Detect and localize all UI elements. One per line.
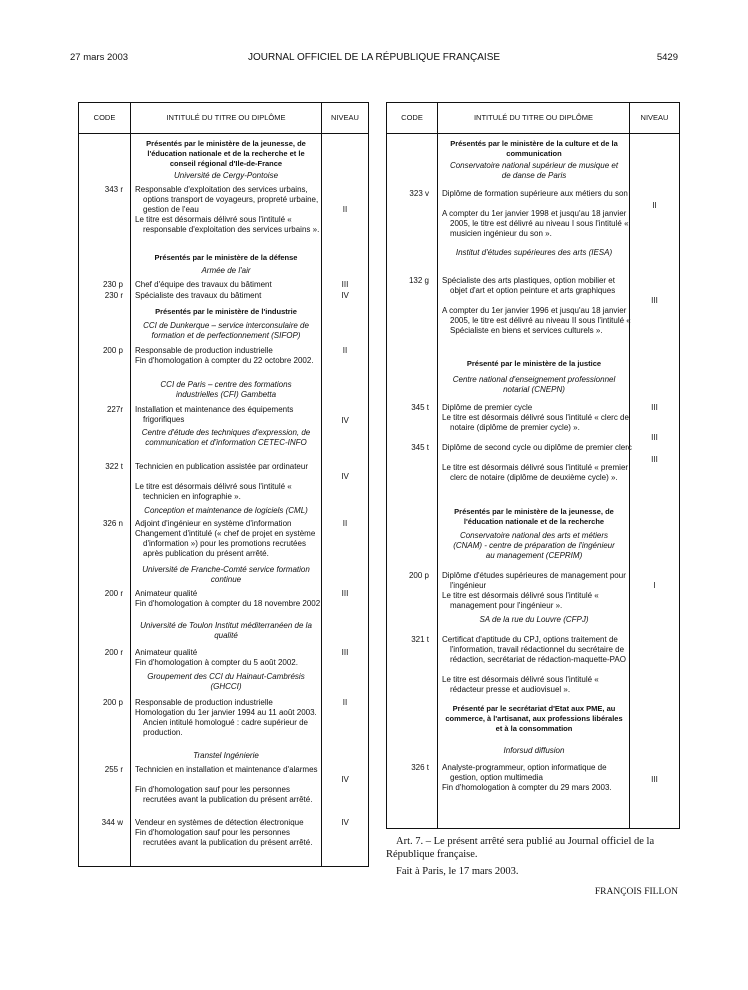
institution-name: Armée de l'air (201, 266, 251, 275)
diploma-title: Animateur qualité (135, 648, 198, 657)
diploma-code: 343 r (104, 185, 123, 194)
section-heading: Présentés par le ministère de l'industrie (155, 307, 297, 316)
header-title: JOURNAL OFFICIEL DE LA RÉPUBLIQUE FRANÇAISE (247, 52, 501, 63)
diploma-note: A compter du 1er janvier 1998 et jusqu'au 18 janvier 2005, le titre est délivré au niveau I sous l'intitulé « musicien ingénieur du son ». (442, 209, 629, 238)
diploma-note: Fin d'homologation sauf pour les personnes recrutées avant la publication du présent arrêté. (135, 828, 313, 847)
diploma-title: Certificat d'aptitude du CPJ, options traitement de l'information, travail rédactionnel du secrétaire de rédaction, secrétariat de rédaction-maquette-PAO (442, 635, 626, 664)
diploma-note: Fin d'homologation à compter du 29 mars 2003. (442, 783, 612, 792)
diploma-note: Le titre est désormais délivré sous l'intitulé « technicien en infographie ». (135, 482, 292, 501)
institution-name: SA de la rue du Louvre (CFPJ) (479, 615, 589, 624)
right-table-header (387, 103, 679, 134)
diploma-code: 321 t (411, 635, 429, 644)
diploma-title: Installation et maintenance des équipements frigorifiques (135, 405, 294, 424)
diploma-level: I (653, 581, 656, 590)
done-at: Fait à Paris, le 17 mars 2003. (396, 866, 519, 877)
diploma-level: II (342, 698, 348, 707)
diploma-title: Diplôme de formation supérieure aux métiers du son (442, 189, 628, 198)
diploma-code: 200 r (104, 589, 123, 598)
diploma-note: Fin d'homologation sauf pour les personnes recrutées avant la publication du présent arrêté. (135, 785, 313, 804)
institution-name: Conservatoire national des arts et métiers (CNAM) - centre de préparation de l'ingénieur au management (CEPRIM) (453, 531, 615, 560)
section-heading: Présentés par le ministère de la défense (154, 253, 298, 262)
diploma-note: Fin d'homologation à compter du 5 août 2002. (135, 658, 298, 667)
diploma-note: A compter du 1er janvier 1996 et jusqu'au 18 janvier 2005, le titre est délivré au niveau II sous l'intitulé « Spécialiste en biens et services culturels ». (442, 306, 631, 335)
col-level-header: NIVEAU (331, 113, 359, 122)
diploma-title: Chef d'équipe des travaux du bâtiment (135, 280, 272, 289)
diploma-level: IV (341, 291, 349, 300)
diploma-code: 200 p (408, 571, 429, 580)
diploma-title: Spécialiste des arts plastiques, option mobilier et objet d'art et option peinture et arts graphiques (442, 276, 616, 295)
col-title-header: INTITULÉ DU TITRE OU DIPLÔME (473, 113, 594, 122)
diploma-title: Analyste-programmeur, option informatique de gestion, option multimedia (442, 763, 607, 782)
diploma-title: Technicien en publication assistée par ordinateur (135, 462, 308, 471)
institution-name: CCI de Paris – centre des formations industrielles (CFI) Gambetta (160, 380, 292, 399)
diploma-title: Spécialiste des travaux du bâtiment (135, 291, 262, 300)
diploma-code: 344 w (101, 818, 123, 827)
diploma-note: Fin d'homologation à compter du 22 octobre 2002. (135, 356, 314, 365)
col-title-header: INTITULÉ DU TITRE OU DIPLÔME (166, 113, 286, 122)
diploma-level: II (342, 346, 348, 355)
institution-name: Transtel Ingénierie (193, 751, 259, 760)
section-heading: Présentés par le ministère de la jeunesse, de l'éducation nationale et de la recherche (454, 507, 614, 526)
diploma-title: Animateur qualité (135, 589, 198, 598)
col-code-header: CODE (93, 113, 116, 122)
diploma-note: Fin d'homologation à compter du 18 novembre 2002. (135, 599, 323, 608)
institution-name: CCI de Dunkerque – service interconsulaire de formation et de perfectionnement (SIFOP) (143, 321, 309, 340)
institution-name: Conservatoire national supérieur de musique et de danse de Paris (449, 161, 619, 180)
left-table (78, 102, 369, 867)
header-date: 27 mars 2003 (70, 52, 129, 63)
diploma-title: Adjoint d'ingénieur en système d'information (135, 519, 292, 528)
diploma-level: IV (341, 775, 349, 784)
section-heading: Présenté par le secrétariat d'Etat aux PME, au commerce, à l'artisanat, aux professions libérales et à la consommation (445, 704, 623, 733)
diploma-level: II (652, 201, 657, 210)
diploma-code: 323 v (409, 189, 429, 198)
institution-name: Université de Toulon Institut méditerranéen de la qualité (140, 621, 312, 640)
diploma-level: III (651, 403, 658, 412)
section-heading: Présenté par le ministère de la justice (466, 359, 602, 368)
diploma-note: Homologation du 1er janvier 1994 au 11 août 2003. Ancien intitulé homologué : cadre supérieur de production. (135, 708, 317, 737)
diploma-code: 200 r (104, 648, 123, 657)
diploma-title: Diplôme d'études supérieures de management pour l'ingénieur (442, 571, 626, 590)
institution-name: Inforsud diffusion (503, 746, 565, 755)
diploma-note: Le titre est désormais délivré sous l'intitulé « responsable d'exploitation des services urbains ». (135, 215, 320, 234)
diploma-level: IV (341, 472, 349, 481)
diploma-level: II (342, 519, 348, 528)
diploma-title: Diplôme de premier cycle (442, 403, 533, 412)
diploma-level: III (651, 455, 658, 464)
header-page-number: 5429 (656, 52, 678, 63)
institution-name: Groupement des CCI du Hainaut-Cambrésis (GHCCI) (147, 672, 305, 691)
diploma-note: Le titre est désormais délivré sous l'intitulé « premier clerc de notaire (diplôme de deuxième cycle) ». (442, 463, 629, 482)
diploma-note: Changement d'intitulé (« chef de projet en système d'information ») pour les promotions recrutées après publication du présent arrêté. (135, 529, 316, 558)
institution-name: Conception et maintenance de logiciels (CML) (144, 506, 308, 515)
diploma-level: III (341, 280, 349, 289)
diploma-title: Vendeur en systèmes de détection électronique (135, 818, 304, 827)
diploma-code: 326 n (102, 519, 123, 528)
institution-name: Université de Cergy-Pontoise (173, 171, 279, 180)
diploma-note: Le titre est désormais délivré sous l'intitulé « management pour l'ingénieur ». (442, 591, 599, 610)
article-7: Art. 7. – Le présent arrêté sera publié au Journal officiel de la République française. (386, 836, 655, 860)
diploma-level: III (341, 648, 349, 657)
left-table-header (79, 103, 368, 134)
diploma-level: III (341, 589, 349, 598)
institution-name: Centre national d'enseignement professionnel notarial (CNEPN) (452, 375, 616, 394)
diploma-code: 326 t (411, 763, 429, 772)
col-level-header: NIVEAU (640, 113, 669, 122)
diploma-code: 255 r (104, 765, 123, 774)
institution-name: Université de Franche-Comté service formation continue (142, 565, 310, 584)
right-table (386, 102, 680, 829)
diploma-title: Responsable de production industrielle (135, 346, 273, 355)
diploma-code: 230 p (102, 280, 123, 289)
diploma-level: III (651, 433, 658, 442)
institution-name: Centre d'étude des techniques d'expression, de communication et d'information CETEC-INFO (141, 428, 311, 447)
section-heading: Présentés par le ministère de la culture et de la communication (450, 139, 618, 158)
diploma-title: Technicien en installation et maintenance d'alarmes (135, 765, 318, 774)
diploma-level: III (651, 296, 658, 305)
diploma-title: Diplôme de second cycle ou diplôme de premier clerc (442, 443, 632, 452)
diploma-level: IV (341, 416, 349, 425)
diploma-level: IV (341, 818, 349, 827)
diploma-code: 227r (106, 405, 123, 414)
col-code-header: CODE (401, 113, 423, 122)
diploma-code: 322 t (105, 462, 123, 471)
diploma-title: Responsable de production industrielle (135, 698, 273, 707)
diploma-note: Le titre est désormais délivré sous l'intitulé « clerc de notaire (diplôme de premier cycle) ». (442, 413, 629, 432)
diploma-code: 230 r (104, 291, 123, 300)
diploma-level: III (651, 775, 658, 784)
diploma-title: Responsable d'exploitation des services urbains, options transport de voyageurs, propreté urbaine, gestion de l'eau (135, 185, 319, 214)
diploma-code: 200 p (102, 698, 123, 707)
diploma-code: 345 t (411, 403, 429, 412)
diploma-note: Le titre est désormais délivré sous l'intitulé « rédacteur presse et audiovisuel ». (442, 675, 599, 694)
diploma-code: 345 t (411, 443, 429, 452)
institution-name: Institut d'études supérieures des arts (IESA) (455, 248, 613, 257)
diploma-level: II (342, 205, 348, 214)
diploma-code: 200 p (102, 346, 123, 355)
signature: FRANÇOIS FILLON (594, 887, 678, 897)
section-heading: Présentés par le ministère de la jeunesse, de l'éducation nationale et de la recherche et le conseil régional d'Ile-de-France (146, 139, 306, 168)
diploma-code: 132 g (408, 276, 429, 285)
